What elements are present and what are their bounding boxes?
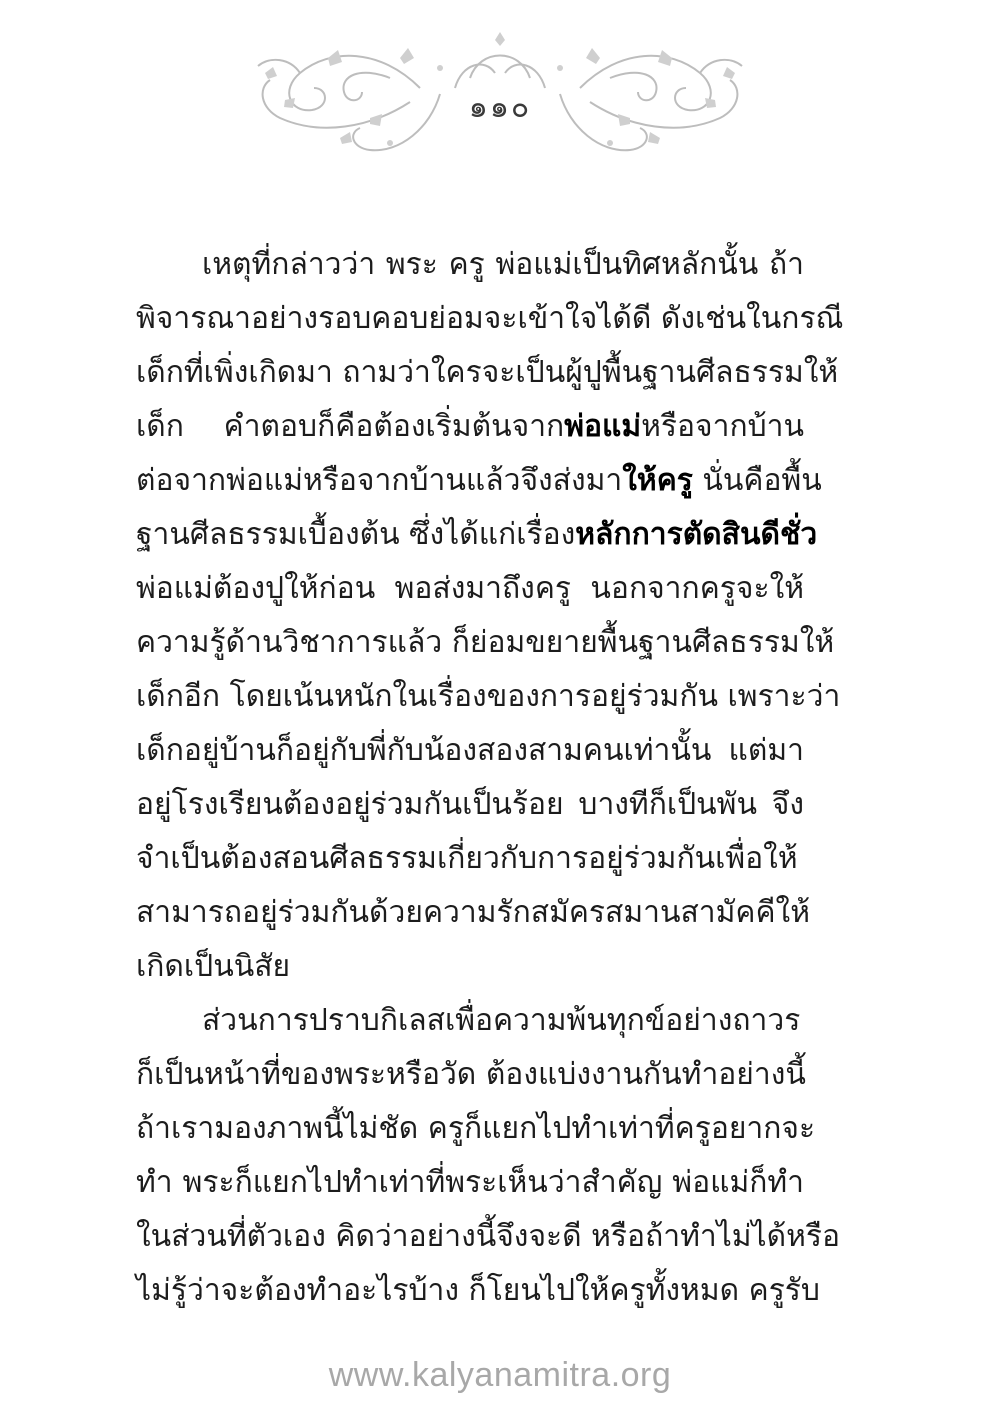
text-segment: ส่วนการปราบกิเลสเพื่อความพ้นทุกข์อย่างถาวร [202, 1003, 801, 1038]
text-line [136, 1210, 841, 1264]
text-segment: ฐานศีลธรรมเบื้องต้น ซึ่งได้แก่เรื่อง [136, 517, 576, 552]
bold-text-segment: หลักการตัดสินดีชั่ว [575, 517, 818, 552]
text-line [136, 508, 818, 562]
text-segment: เหตุที่กล่าวว่า พระ ครู พ่อแม่เป็นทิศหลักนั้น ถ้า [202, 247, 804, 282]
text-segment: เด็กอีก โดยเน้นหนักในเรื่องของการอยู่ร่วมกัน เพราะว่า [136, 679, 841, 714]
text-segment: ทำ พระก็แยกไปทำเท่าที่พระเห็นว่าสำคัญ พ่อแม่ก็ทำ [136, 1165, 804, 1200]
text-line [136, 346, 839, 400]
text-segment: จำเป็นต้องสอนศีลธรรมเกี่ยวกับการอยู่ร่วมกันเพื่อให้ [136, 841, 798, 876]
text-line [136, 400, 804, 454]
text-segment: อยู่โรงเรียนต้องอยู่ร่วมกันเป็นร้อย บางทีก็เป็นพัน จึง [136, 787, 804, 822]
footer-url: www.kalyanamitra.org [328, 1356, 672, 1394]
text-segment: เด็กอยู่บ้านก็อยู่กับพี่กับน้องสองสามคนเท่านั้น แต่มา [136, 733, 804, 768]
text-line [136, 292, 844, 346]
text-segment: ต่อจากพ่อแม่หรือจากบ้านแล้วจึงส่งมา [136, 463, 623, 498]
text-segment: ในส่วนที่ตัวเอง คิดว่าอย่างนี้จึงจะดี หรือถ้าทำไม่ได้หรือ [136, 1219, 841, 1254]
text-segment: นั่นคือพื้น [692, 463, 822, 498]
text-segment: เด็ก คำตอบก็คือต้องเริ่มต้นจาก [136, 409, 565, 444]
text-segment: เกิดเป็นนิสัย [136, 949, 291, 984]
bold-text-segment: ให้ครู [622, 463, 693, 498]
text-segment: ถ้าเรามองภาพนี้ไม่ชัด ครูก็แยกไปทำเท่าที่ครูอยากจะ [136, 1111, 816, 1146]
text-line [136, 1156, 804, 1210]
text-line [136, 562, 804, 616]
text-segment: หรือจากบ้าน [641, 409, 804, 444]
text-segment: ไม่รู้ว่าจะต้องทำอะไรบ้าง ก็โยนไปให้ครูทั้งหมด ครูรับ [136, 1273, 820, 1308]
text-line [136, 994, 804, 1048]
text-segment: สามารถอยู่ร่วมกันด้วยความรักสมัครสมานสามัคคีให้ [136, 895, 810, 930]
text-line [136, 616, 835, 670]
text-segment: เด็กที่เพิ่งเกิดมา ถามว่าใครจะเป็นผู้ปูพื้นฐานศีลธรรมให้ [136, 355, 839, 390]
page-number: ๑๑๐ [468, 90, 532, 125]
bold-text-segment: พ่อแม่ [564, 409, 642, 444]
text-line [136, 1048, 804, 1102]
text-line [136, 886, 810, 940]
text-line [136, 1102, 816, 1156]
text-line [136, 454, 822, 508]
text-segment: พิจารณาอย่างรอบคอบย่อมจะเข้าใจได้ดี ดังเช่นในกรณี [136, 301, 844, 336]
text-line [136, 670, 841, 724]
text-line [136, 1264, 820, 1318]
text-line [136, 940, 804, 994]
text-segment: ความรู้ด้านวิชาการแล้ว ก็ย่อมขยายพื้นฐานศีลธรรมให้ [136, 625, 835, 660]
text-line [136, 238, 804, 292]
text-line [136, 778, 804, 832]
text-segment: พ่อแม่ต้องปูให้ก่อน พอส่งมาถึงครู นอกจากครูจะให้ [136, 571, 804, 606]
body-text [136, 238, 844, 1318]
text-line [136, 724, 804, 778]
text-line [136, 832, 804, 886]
text-segment: ก็เป็นหน้าที่ของพระหรือวัด ต้องแบ่งงานกันทำอย่างนี้ [136, 1057, 806, 1092]
